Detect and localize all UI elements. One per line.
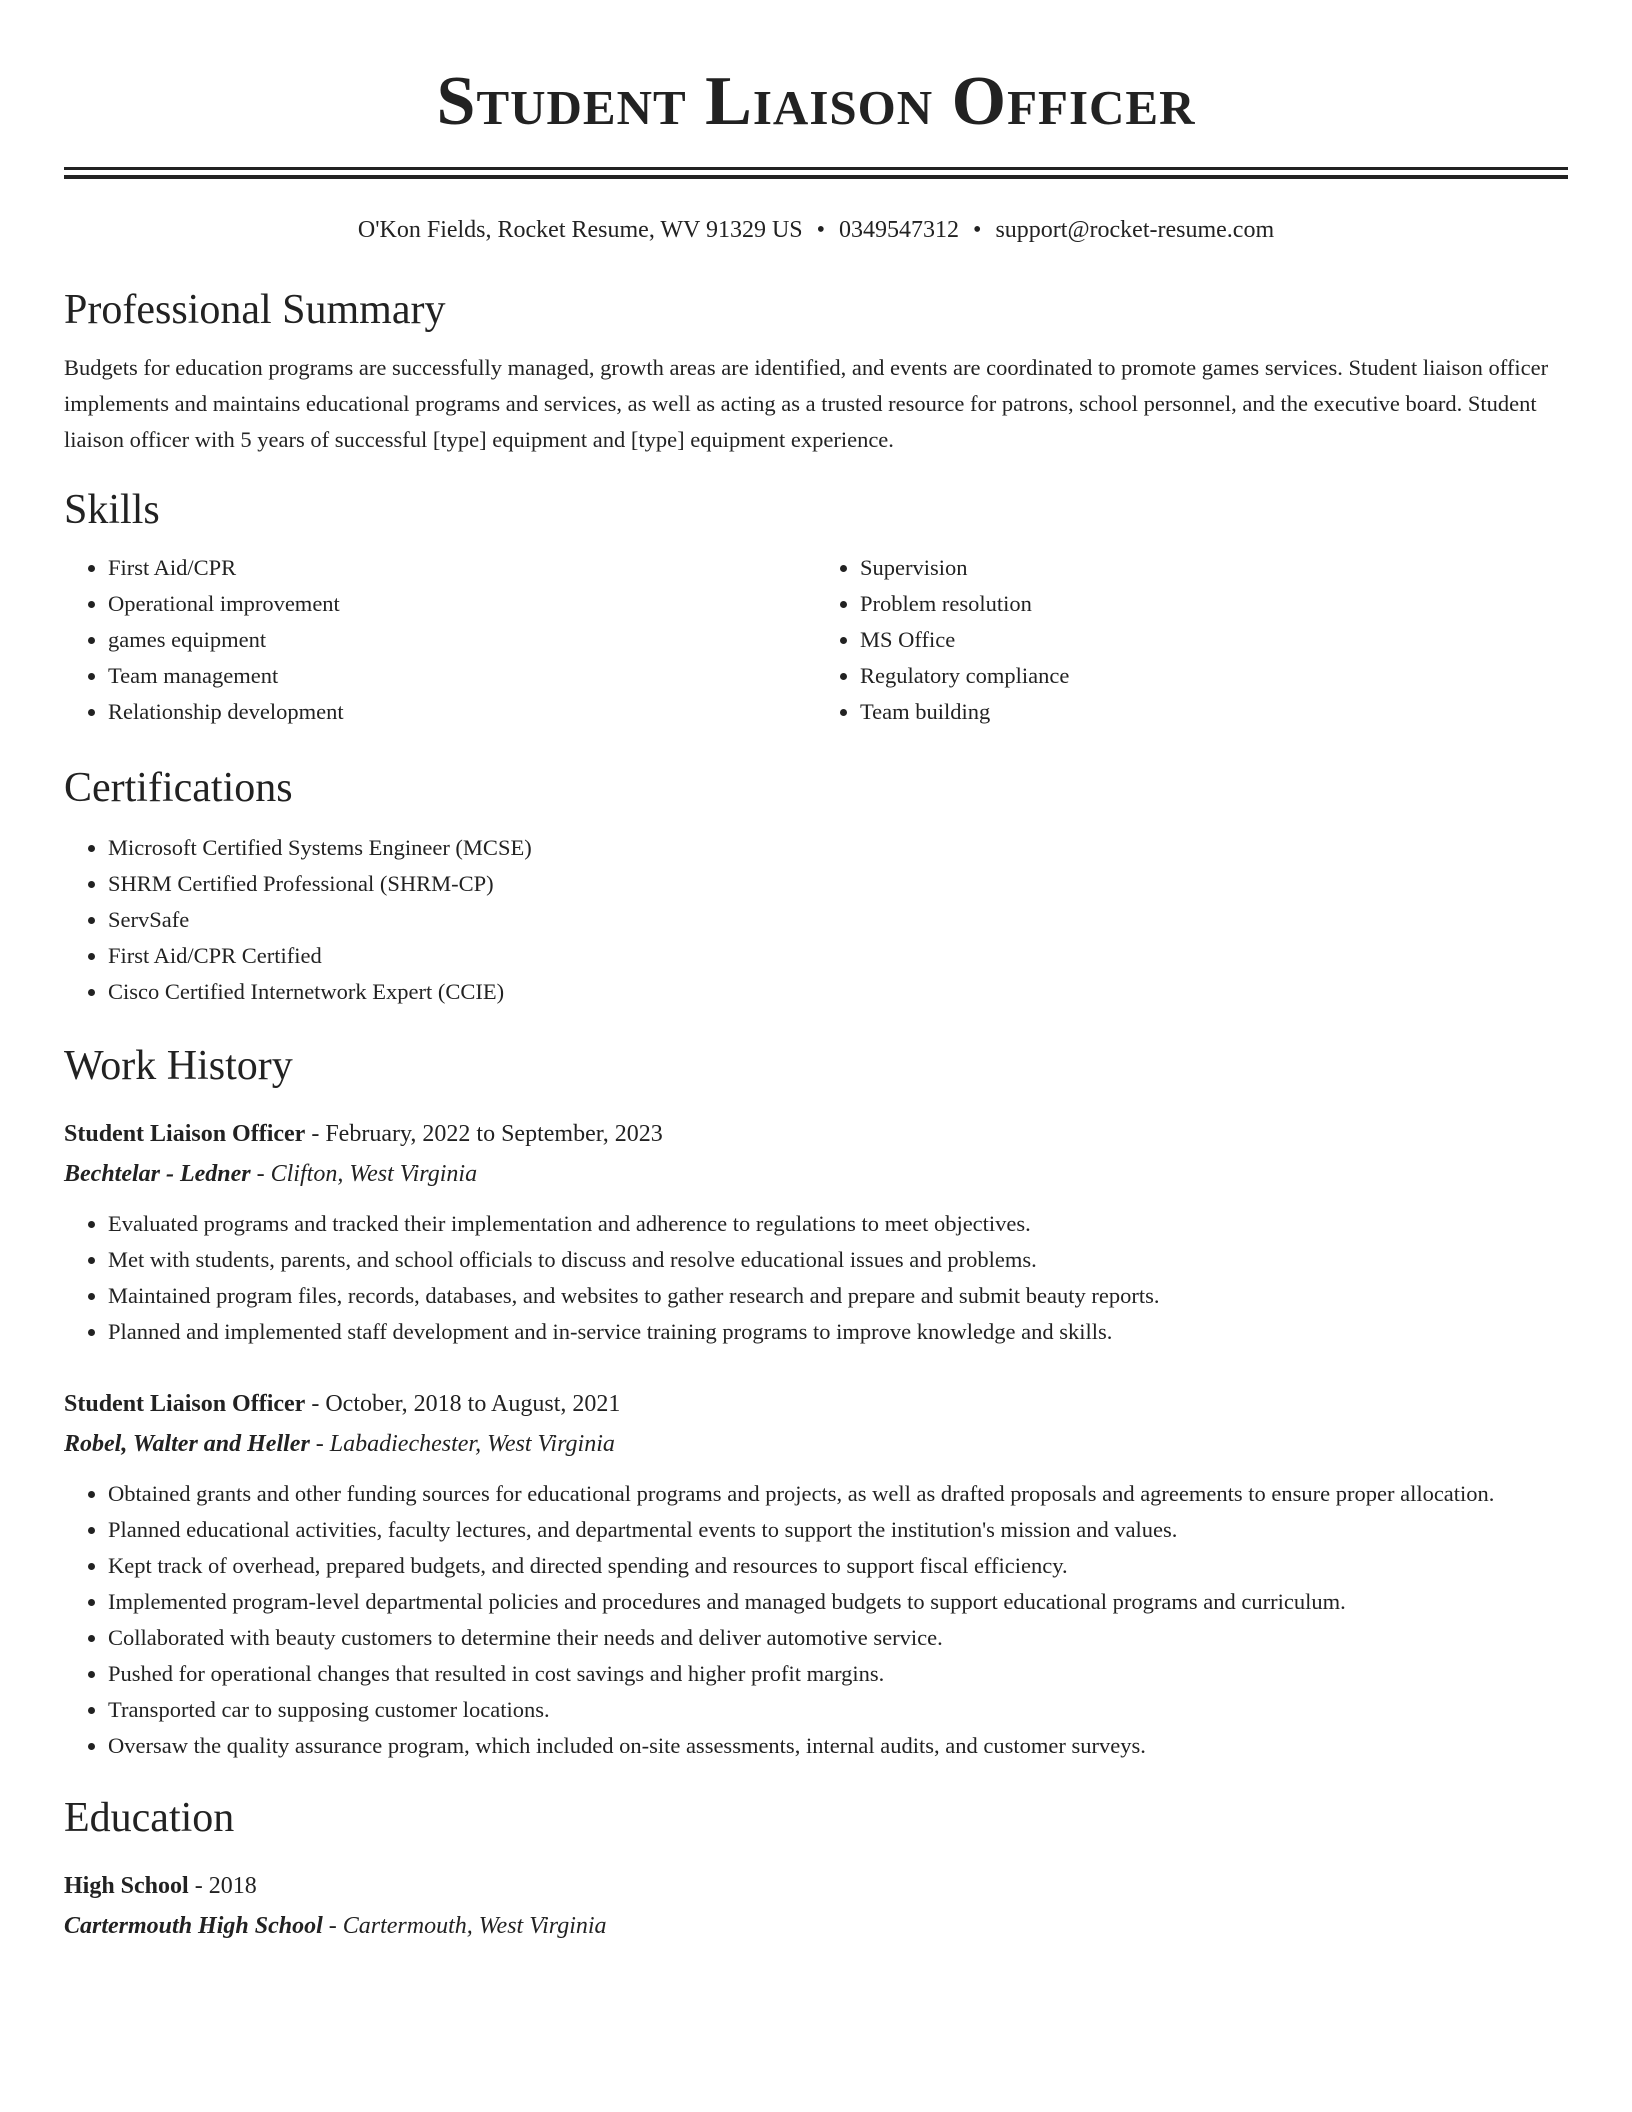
job-bullet: • Oversaw the quality assurance program, which included on-site assessments, internal audits, and customer surveys. xyxy=(108,1728,1568,1764)
skill-item: • Supervision xyxy=(860,550,1568,586)
summary-section xyxy=(64,284,1568,458)
job-bullet: • Transported car to supposing customer locations. xyxy=(108,1692,1568,1728)
skill-item: • Operational improvement xyxy=(108,586,816,622)
job-location: - Clifton, West Virginia xyxy=(250,1161,478,1187)
job-dates: - February, 2022 to September, 2023 xyxy=(305,1121,663,1147)
education-location: - Cartermouth, West Virginia xyxy=(322,1913,607,1939)
education-degree: High School xyxy=(64,1873,189,1899)
job-bullet: • Kept track of overhead, prepared budgets, and directed spending and resources to support fiscal efficiency. xyxy=(108,1548,1568,1584)
skills-columns xyxy=(64,550,1568,730)
certifications-heading: Certifications xyxy=(64,765,293,811)
title-rule-bottom xyxy=(64,175,1568,179)
certification-item: • First Aid/CPR Certified xyxy=(108,938,1568,974)
certification-item: • SHRM Certified Professional (SHRM-CP) xyxy=(108,866,1568,902)
job-bullet: • Planned educational activities, faculty lectures, and departmental events to support the institution's mission and values. xyxy=(108,1512,1568,1548)
job-employer xyxy=(64,1424,1568,1464)
job-bullet: • Planned and implemented staff development and in-service training programs to improve knowledge and skills. xyxy=(108,1314,1568,1350)
contact-email[interactable]: support@rocket-resume.com xyxy=(995,217,1275,243)
job-bullet: • Collaborated with beauty customers to determine their needs and deliver automotive service. xyxy=(108,1620,1568,1656)
summary-text: Budgets for education programs are successfully managed, growth areas are identified, and events are coordinated to promote games services. Student liaison officer implements and maintains educational programs and services, as well as acting as a trusted resource for patrons, school personnel, and the executive board. Student liaison officer with 5 years of successful [type] equipment and [type] equipment experience. xyxy=(64,355,1549,452)
resume-title: Student Liaison Officer xyxy=(436,63,1196,140)
job-company: Robel, Walter and Heller xyxy=(64,1431,310,1457)
contact-address: O'Kon Fields, Rocket Resume, WV 91329 US xyxy=(357,217,803,243)
skill-item: • Problem resolution xyxy=(860,586,1568,622)
summary-heading: Professional Summary xyxy=(64,287,446,333)
work-history-section xyxy=(64,1040,1568,1764)
education-heading: Education xyxy=(64,1795,235,1841)
skills-section xyxy=(64,484,1568,730)
contact-phone: 0349547312 xyxy=(839,217,960,243)
job-bullet: • Evaluated programs and tracked their implementation and adherence to regulations to meet objectives. xyxy=(108,1206,1568,1242)
job-bullet: • Maintained program files, records, databases, and websites to gather research and prepare and submit beauty reports. xyxy=(108,1278,1568,1314)
skill-item: • MS Office xyxy=(860,622,1568,658)
job-dates: - October, 2018 to August, 2021 xyxy=(305,1391,621,1417)
skills-list-right xyxy=(816,550,1568,730)
job-bullet: • Pushed for operational changes that resulted in cost savings and higher profit margins. xyxy=(108,1656,1568,1692)
contact-line xyxy=(64,214,1568,246)
job-employer xyxy=(64,1154,1568,1194)
job-bullet-list xyxy=(64,1476,1568,1764)
certification-item: • Microsoft Certified Systems Engineer (MCSE) xyxy=(108,830,1568,866)
certifications-section xyxy=(64,762,1568,1010)
job-title: Student Liaison Officer xyxy=(64,1121,306,1147)
skill-item: • Team building xyxy=(860,694,1568,730)
job-bullet: • Met with students, parents, and school officials to discuss and resolve educational issues and problems. xyxy=(108,1242,1568,1278)
skill-item: • First Aid/CPR xyxy=(108,550,816,586)
certification-item: • Cisco Certified Internetwork Expert (CCIE) xyxy=(108,974,1568,1010)
job-header xyxy=(64,1114,1568,1154)
education-year: - 2018 xyxy=(188,1873,257,1899)
skills-heading: Skills xyxy=(64,487,160,533)
contact-separator: • xyxy=(816,217,826,243)
contact-separator: • xyxy=(973,217,982,243)
education-header xyxy=(64,1866,1568,1906)
work-history-heading: Work History xyxy=(64,1043,293,1089)
skills-list-left xyxy=(64,550,816,730)
job-header xyxy=(64,1384,1568,1424)
job-bullet-list xyxy=(64,1206,1568,1350)
skill-item: • Relationship development xyxy=(108,694,816,730)
skill-item: • Regulatory compliance xyxy=(860,658,1568,694)
education-school: Cartermouth High School xyxy=(64,1913,323,1939)
skill-item: • games equipment xyxy=(108,622,816,658)
title-rule-top xyxy=(64,167,1568,170)
education-section xyxy=(64,1792,1568,1946)
certification-item: • ServSafe xyxy=(108,902,1568,938)
job-company: Bechtelar - Ledner xyxy=(64,1161,251,1187)
job-bullet: • Implemented program-level departmental policies and procedures and managed budgets to support educational programs and curriculum. xyxy=(108,1584,1568,1620)
certifications-list xyxy=(64,830,1568,1010)
skill-item: • Team management xyxy=(108,658,816,694)
job-title: Student Liaison Officer xyxy=(64,1391,306,1417)
education-school-line xyxy=(64,1906,1568,1946)
job-location: - Labadiechester, West Virginia xyxy=(309,1431,615,1457)
job-bullet: • Obtained grants and other funding sources for educational programs and projects, as well as drafted proposals and agreements to ensure proper allocation. xyxy=(108,1476,1568,1512)
